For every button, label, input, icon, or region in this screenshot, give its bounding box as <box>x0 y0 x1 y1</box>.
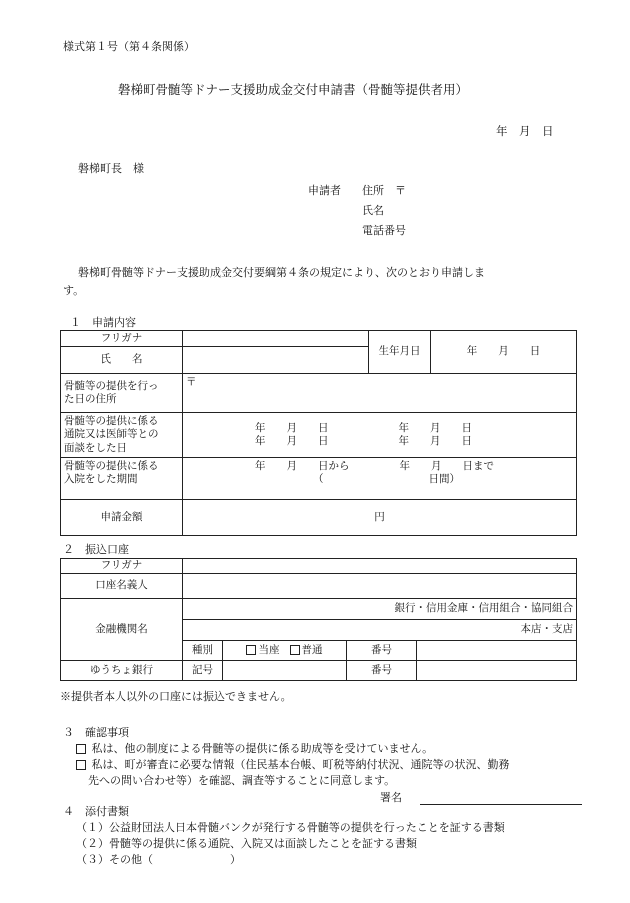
attachment-3[interactable]: （３）その他（ ） <box>76 853 241 866</box>
birth-label: 生年月日 <box>369 331 431 374</box>
applicant-name-label[interactable]: 氏名 <box>362 204 384 217</box>
account-number-label: 番号 <box>347 641 417 661</box>
bank-account-table <box>60 558 577 681</box>
form-title: 磐梯町骨髄等ドナー支援助成金交付申請書（骨髄等提供者用） <box>118 82 469 97</box>
section2-heading: ２ 振込口座 <box>63 543 129 556</box>
savings-checkbox[interactable] <box>290 645 300 655</box>
provision-address-input[interactable] <box>183 374 577 413</box>
checking-checkbox[interactable] <box>246 645 256 655</box>
account-number-input[interactable] <box>417 641 577 661</box>
confirm-checkbox-2[interactable] <box>76 760 86 770</box>
intro-line-1: 磐梯町骨髄等ドナー支援助成金交付要綱第４条の規定により、次のとおり申請しま <box>78 266 485 279</box>
savings-label: 普通 <box>301 643 323 656</box>
amount-unit: 円 <box>374 510 385 523</box>
amount-input[interactable] <box>183 500 577 536</box>
yucho-label: ゆうちょ銀行 <box>61 661 183 681</box>
visit-label <box>61 413 183 458</box>
yucho-symbol-input[interactable] <box>223 661 347 681</box>
confirm-item-2-line1: 私は、町が審査に必要な情報（住民基本台帳、町税等納付状況、通院等の状況、勤務 <box>91 758 510 771</box>
attachment-2: （２）骨髄等の提供に係る通院、入院又は面談したことを証する書類 <box>76 837 417 850</box>
furigana-label: フリガナ <box>61 331 183 347</box>
visit-label-1: 骨髄等の提供に係る <box>64 415 159 428</box>
provision-address-label-1: 骨髄等の提供を行っ <box>64 379 159 392</box>
visit-dates[interactable] <box>183 413 577 458</box>
confirm-item-1 <box>76 742 433 757</box>
hosp-from[interactable]: 年 月 日から <box>255 460 350 472</box>
hosp-label-1: 骨髄等の提供に係る <box>64 460 159 472</box>
account-type-label: 種別 <box>183 641 223 661</box>
visit-date-2[interactable]: 年 月 日 <box>398 421 472 434</box>
postal-mark: 〒 <box>186 376 197 388</box>
hospitalization-period[interactable] <box>183 458 577 500</box>
visit-label-3: 面談をした日 <box>64 441 127 454</box>
attachment-1: （１）公益財団法人日本骨髄バンクが発行する骨髄等の提供を行ったことを証する書類 <box>76 821 505 834</box>
application-table <box>60 330 577 536</box>
visit-label-2: 通院又は医師等との <box>64 428 159 441</box>
applicant-label: 申請者 <box>308 184 341 197</box>
visit-date-4[interactable]: 年 月 日 <box>398 435 472 447</box>
name-label: 氏 名 <box>61 347 183 374</box>
yucho-symbol-label: 記号 <box>183 661 223 681</box>
provision-address-label-2: た日の住所 <box>64 393 117 405</box>
institution-label: 金融機関名 <box>61 599 183 661</box>
confirm-item-2-line2: 先への問い合わせ等）を確認、調査等することに同意します。 <box>88 774 396 787</box>
visit-date-3[interactable]: 年 月 日 <box>255 435 329 447</box>
checking-label: 当座 <box>258 643 280 656</box>
name-input[interactable] <box>183 347 369 374</box>
bank-furigana-input[interactable] <box>183 559 577 574</box>
signature-label: 署名 <box>380 791 402 804</box>
yucho-number-input[interactable] <box>417 661 577 681</box>
birth-value[interactable]: 年 月 日 <box>431 331 577 374</box>
confirm-checkbox-1[interactable] <box>76 744 86 754</box>
account-holder-input[interactable] <box>183 574 577 599</box>
intro-line-2: す。 <box>63 284 85 297</box>
transfer-note: ※提供者本人以外の口座には振込できません。 <box>60 690 292 703</box>
addressee: 磐梯町長 様 <box>78 162 144 175</box>
yucho-number-label: 番号 <box>347 661 417 681</box>
visit-date-1[interactable]: 年 月 日 <box>255 421 329 434</box>
hosp-label-2: 入院をした期間 <box>64 473 138 486</box>
applicant-address-label[interactable]: 住所 〒 <box>362 184 406 197</box>
amount-label: 申請金額 <box>61 500 183 536</box>
bank-furigana-label: フリガナ <box>61 559 183 574</box>
account-holder-label: 口座名義人 <box>61 574 183 599</box>
provision-address-label <box>61 374 183 413</box>
date-line[interactable]: 年 月 日 <box>496 124 554 138</box>
confirm-item-2 <box>76 758 510 773</box>
section4-heading: ４ 添付書類 <box>63 805 129 818</box>
applicant-phone-label[interactable]: 電話番号 <box>362 224 406 237</box>
hosp-days[interactable]: （ 日間） <box>313 473 460 486</box>
account-type-options <box>223 641 347 661</box>
section1-heading: １ 申請内容 <box>70 316 136 329</box>
confirm-item-1-text: 私は、他の制度による骨髄等の提供に係る助成等を受けていません。 <box>91 742 434 755</box>
signature-line[interactable] <box>420 804 582 805</box>
furigana-input[interactable] <box>183 331 369 347</box>
hospitalization-label <box>61 458 183 500</box>
form-number: 様式第１号（第４条関係） <box>63 40 195 53</box>
section3-heading: ３ 確認事項 <box>63 726 129 739</box>
branch-types[interactable]: 本店・支店 <box>183 620 577 641</box>
hosp-to[interactable]: 年 月 日まで <box>399 460 494 472</box>
bank-types[interactable]: 銀行・信用金庫・信用組合・協同組合 <box>183 599 577 620</box>
